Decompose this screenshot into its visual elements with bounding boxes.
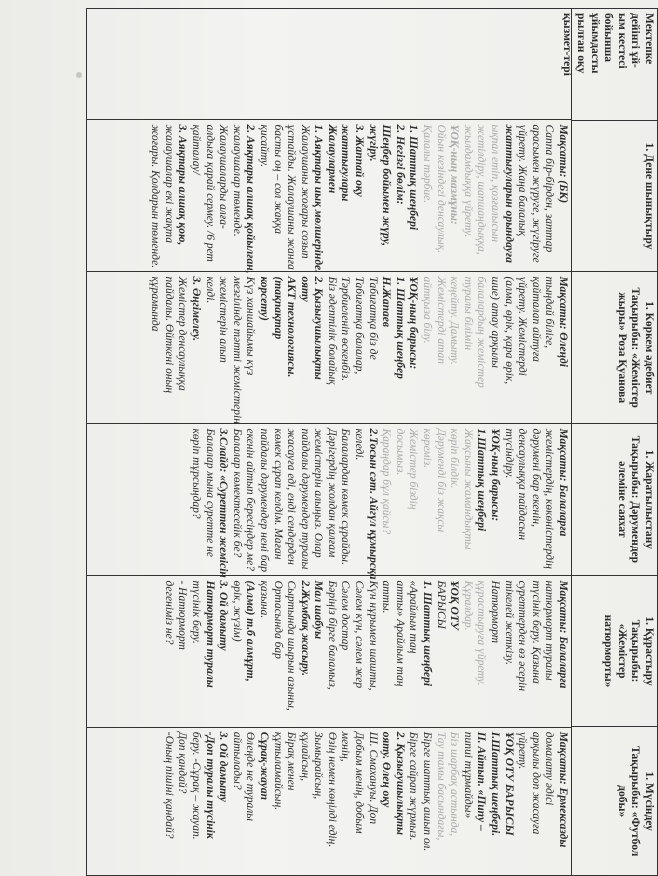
text-line: құрамында <box>149 276 162 332</box>
text-line: 1. Жаратылыстану <box>643 449 655 550</box>
text-line: Өлеңде не туралы <box>244 731 257 822</box>
text-line: ықпал етіп, қозғалысын <box>489 124 502 243</box>
text-line: қазына. <box>257 580 270 619</box>
text-line: Жемістерді атап <box>434 276 447 365</box>
text-line: Балалардан көмек сұрайды. <box>339 428 352 565</box>
text-line: Натюрморт <box>489 580 502 644</box>
text-line: ұйымдасты <box>588 13 601 74</box>
text-line: Қалалы тәрбие. <box>421 124 434 204</box>
text-line: Жалаушаны жоғары созып <box>298 124 311 259</box>
text-line: жемістерін алып <box>217 276 230 363</box>
text-line: Балалар мына суретте не <box>203 428 216 557</box>
text-line: Зымырайсың, <box>312 731 325 800</box>
text-line: Біз шарбақ астында, <box>448 731 461 837</box>
text-line: І.Шаттық шеңбері. <box>489 731 502 837</box>
text-line: алдыға қарай сермеу. /6 рет <box>203 124 216 262</box>
text-line: 3. Аяқтары алшақ қою, <box>176 124 189 246</box>
text-line: қайталап айтуға <box>529 276 542 362</box>
text-line: Мақсаты: Өлеңді <box>557 276 569 367</box>
text-line: 1. Шаттық шеңбер <box>393 276 406 379</box>
text-line: ым кестесі <box>615 13 628 69</box>
text-line: жемістердің, көкөністердің <box>543 428 556 569</box>
text-line: арқылы доп жасауға <box>529 731 542 835</box>
text-line: үйрету. Жаңа балалық <box>516 124 529 237</box>
text-line: 2. Қызығушылықты <box>312 276 325 380</box>
text-line: Ойын кезіндегі денсаулық. <box>434 124 447 253</box>
content-cell-3 <box>87 424 571 580</box>
text-line: 1. Мүсіндеу <box>643 771 655 831</box>
text-line: жүгіру. <box>366 124 379 162</box>
text-line: арасымен жүруге, жүгіруге <box>529 124 542 263</box>
text-line: 2.Тосын сәт. Айгүл құмырсқа <box>366 428 379 580</box>
text-line: жетілдіру, шапшаңдыққа, <box>475 124 488 255</box>
text-line: құлайсың, <box>298 731 311 781</box>
text-line: Тақырыбы: <box>629 619 642 683</box>
text-line: 1. Құрастыру <box>643 616 655 686</box>
text-line: Мал шабуы <box>312 580 325 640</box>
text-line: 3. Ой дамыту <box>217 731 230 802</box>
text-line: досымыз. <box>393 428 406 476</box>
row-label-cell <box>561 9 657 121</box>
text-line: келеді. <box>353 428 366 461</box>
text-line: құрастыруға үйрету. <box>475 580 488 686</box>
text-line: бойынша <box>602 13 615 63</box>
text-line: Тәрбиеленіп өскенбіз. <box>339 276 352 382</box>
text-line: 2. Қызығушылықты <box>393 731 406 836</box>
text-line: 2. Аяқтары алшақ қойылған, <box>244 124 257 274</box>
text-line: Құралдар. <box>461 580 474 631</box>
text-line: ҰОҚ ОТУ БАРЫСЫ <box>502 731 515 836</box>
text-line: Бірге шаттық ашып ол. <box>421 731 434 852</box>
text-line: (Алма) т.б алмұрт, <box>244 580 257 682</box>
text-line: 1. Дене шынықтыру <box>643 142 655 250</box>
text-line: атты. <box>380 580 393 614</box>
text-line: ҰОҚ-ның мазмұны: <box>448 124 461 225</box>
text-line: Мақсаты: Балаларға <box>557 580 569 689</box>
day-header-1 <box>572 121 657 273</box>
text-line: натюрморты» <box>602 614 615 688</box>
text-line: Ш. Смахануы. Доп <box>366 731 379 825</box>
text-line: Тақырыбы: Дәрумендер <box>629 435 642 564</box>
text-line: жалаушалар төменде. <box>230 124 243 237</box>
text-line: домалату әдісі <box>543 731 556 806</box>
text-line: көріп білдік. <box>448 428 461 489</box>
text-line: 1. Аяқтары иық мөлшерінде. <box>312 124 325 273</box>
text-line: Н.Жапаев <box>380 276 393 327</box>
text-line: дейінгі ұй- <box>629 13 642 68</box>
text-line: түсінік беру. <box>189 580 202 644</box>
text-line: Жемістер біздің <box>407 428 420 510</box>
text-line: Сұрақ-жауап <box>257 731 270 800</box>
text-line: кеңейту. Дамыту. <box>448 276 461 365</box>
text-line: 2.Жұмбақ жасыру. <box>298 580 311 676</box>
text-line: менің, <box>339 731 352 762</box>
text-line: ояту. Өлең оқу <box>380 731 393 808</box>
text-line: 3. Ой дамыту <box>217 580 230 651</box>
text-line: үйрету. <box>516 731 529 770</box>
text-line: натюрморт туралы <box>543 580 556 681</box>
text-line: суреттерден өз әсерін <box>516 580 529 692</box>
text-line: көріп тұрсыңдар? <box>189 428 202 519</box>
text-line: тыңдай біліге, <box>543 276 556 349</box>
text-line: шие) атау арқылы <box>489 276 502 368</box>
text-line: - Натюрморт <box>176 580 189 650</box>
text-line: жаттығулары <box>339 124 352 202</box>
text-line: беру. -Сұрақ – жауап. <box>189 731 202 840</box>
text-line: добы» <box>615 785 628 818</box>
text-line: әлеміне саяхат <box>615 461 628 538</box>
text-line: 3.Слайд: «Суреттен жемісін <box>217 428 230 578</box>
text-line: ҰОҚ-ның барысы: <box>407 276 420 370</box>
text-line: Добым менің, добым <box>353 731 366 834</box>
text-line: дәрумені бар екенін, <box>529 428 542 527</box>
text-line: қайталау/ <box>189 124 202 175</box>
text-line: басты оң – сол жаққа <box>271 124 284 235</box>
text-line: 1. Шаттық шеңбері <box>421 580 434 687</box>
text-line: Тақырыбы: «Жемістер <box>629 287 642 408</box>
text-line: Сәлем күн, сәлем жер <box>353 580 366 689</box>
text-line: айтылады? <box>230 731 243 790</box>
schedule-table <box>86 8 658 876</box>
content-cell-1 <box>87 120 571 272</box>
text-line: рылған оқу <box>575 13 588 74</box>
text-line: ұстайды. Жалаушаны жанға <box>285 124 298 270</box>
text-line: Саппа бір-бірден, заттар <box>543 124 556 253</box>
text-line: қызмет-тері <box>561 13 574 76</box>
content-cell-4 <box>87 576 571 727</box>
text-line: жасауға еді, енді сендерден <box>285 428 298 565</box>
text-line: құтыламайсың. <box>271 731 284 811</box>
text-line: Бірге сайрап жүрмыз. <box>407 731 420 841</box>
text-line: Дәрігердің жолдан қалғам <box>325 428 338 558</box>
text-line: (тақпақтар <box>271 276 284 340</box>
text-line: 3. Әңгімелеу. <box>189 276 202 342</box>
text-line: -Оның пішіні қандай? <box>162 731 175 839</box>
text-line: Табиғатқа біз де <box>366 276 379 360</box>
text-line: Жалаушаларды алға- <box>217 124 230 229</box>
text-line: өрік, жүзім) <box>230 580 243 642</box>
text-line: жоғары. Қолдарын төменде. <box>149 124 162 269</box>
text-line: Балалар көмектесейік бе? <box>230 428 243 558</box>
text-line: ҰОҚ-ның барысы: <box>489 428 502 522</box>
text-line: Біз әдептілік болайық <box>325 276 338 385</box>
text-line: көмек сұрап келдім. Маған <box>271 428 284 560</box>
text-line: Сәлем достар <box>339 580 352 651</box>
text-line: Мақсаты: Ермексазды <box>557 731 569 848</box>
text-line: Өзің немен көңілді едің. <box>325 731 338 848</box>
text-line: пайдалы дәрумендер туралы <box>298 428 311 570</box>
content-cell-5 <box>87 728 571 875</box>
text-line: жалаушалар екі жақта <box>162 124 175 244</box>
text-line: Доп қандай? <box>176 731 189 794</box>
text-line: Мақсаты: Балаларға <box>557 428 569 537</box>
text-line: пайдалы. Өйткені оның <box>162 276 175 394</box>
text-line: БАРЫСЫ <box>434 580 447 629</box>
empty-label-cell <box>87 9 571 120</box>
text-line: ояту <box>298 276 311 302</box>
text-line: жыры» Роза Қуанова <box>615 292 628 404</box>
text-line: Шеңбер бойымен жүру, <box>380 124 393 247</box>
text-line: ІІ. Айтып. «Пипу – <box>475 731 488 831</box>
text-line: корсету) <box>257 276 270 321</box>
text-line: ҰОҚ ОТУ <box>448 580 461 630</box>
text-line: 1. Көркем әдебиет <box>643 301 655 395</box>
text-line: қисайту. <box>257 124 270 168</box>
text-line: Жалаулармен <box>325 124 338 194</box>
text-line: Жақсыны жамандықты <box>461 428 474 550</box>
text-line: жылдамдыққа үйрету. <box>461 124 474 238</box>
content-cell-2 <box>87 272 571 424</box>
text-line: «Арайлым таң <box>407 580 420 654</box>
text-line: 1. Шаттық шеңбері <box>407 124 420 231</box>
text-line: Бәріңіз бірге баламыз, <box>325 580 338 690</box>
text-line: Тау тамы басындағы, <box>434 731 447 841</box>
text-line: жемістерін алыңыз. Олар <box>312 428 325 558</box>
text-line: Натюрморт туралы <box>203 580 216 688</box>
text-line: «Жемістер <box>615 623 628 679</box>
text-line: Жемістер денсаулыққа <box>176 276 189 391</box>
text-line: Күн нұрымен шашты, <box>366 580 379 691</box>
text-line: 1.Шаттық шеңбері <box>475 428 488 532</box>
text-line: АКТ технологиясы. <box>285 276 298 378</box>
text-line: Ортасында бар <box>271 580 284 659</box>
text-line: Қараңдар бұл қайсы? <box>380 428 393 535</box>
text-line: балалардың жемістер <box>475 276 488 388</box>
text-line: түсінік беру. Қазына <box>529 580 542 684</box>
text-line: келді. <box>203 276 216 304</box>
text-line: Дәруменді біз жақсы <box>434 428 447 533</box>
text-line: денсаулыққа пайдасын <box>516 428 529 541</box>
day-header-5 <box>572 727 657 875</box>
text-line: тікелей жеткізу. <box>502 580 515 665</box>
text-line: Мақсаты: (БК) <box>557 124 569 204</box>
text-line: Сыртында шырын азыны, <box>285 580 298 711</box>
day-header-3 <box>572 424 657 576</box>
text-line: пипиі тұрмайды» <box>461 731 474 819</box>
text-line: айтқыза білу. <box>421 276 434 344</box>
text-line: 3. Жаппай оқу <box>353 124 366 197</box>
text-line: екенін айтып бересіңдер ме? <box>244 428 257 571</box>
text-line: атты» Арайлым таң <box>393 580 406 687</box>
text-line: пайдалы дәрумендер нені бар <box>257 428 270 573</box>
day-header-2 <box>572 272 657 424</box>
text-line: Мектепке <box>643 13 655 65</box>
content-row <box>87 9 571 875</box>
text-line: мезгілінде тәтті жемістерін <box>230 276 243 424</box>
punch-hole <box>76 72 82 78</box>
text-line: көреміз. <box>421 428 434 469</box>
text-line: 2. Негізгі бөлім: <box>393 124 406 205</box>
text-line: дегеніміз не? <box>162 580 175 645</box>
text-line: -Доп туралы түсінік <box>203 731 216 839</box>
day-header-4 <box>572 576 657 728</box>
text-line: Бірақ менен <box>285 731 298 791</box>
text-line: Табиғатқа балалар, <box>353 276 366 375</box>
text-line: түсіндіру. <box>502 428 515 479</box>
text-line: Күз ханшайымы күз <box>244 276 257 376</box>
text-line: туралы білімін <box>461 276 474 351</box>
text-line: үйрету. Жемістерді <box>516 276 529 376</box>
text-line: Тақырыбы: «Футбол <box>629 746 642 857</box>
text-line: жаттығуларын орындауға <box>502 124 515 263</box>
text-line: (алма, өрік, қара өрік, <box>502 276 515 385</box>
